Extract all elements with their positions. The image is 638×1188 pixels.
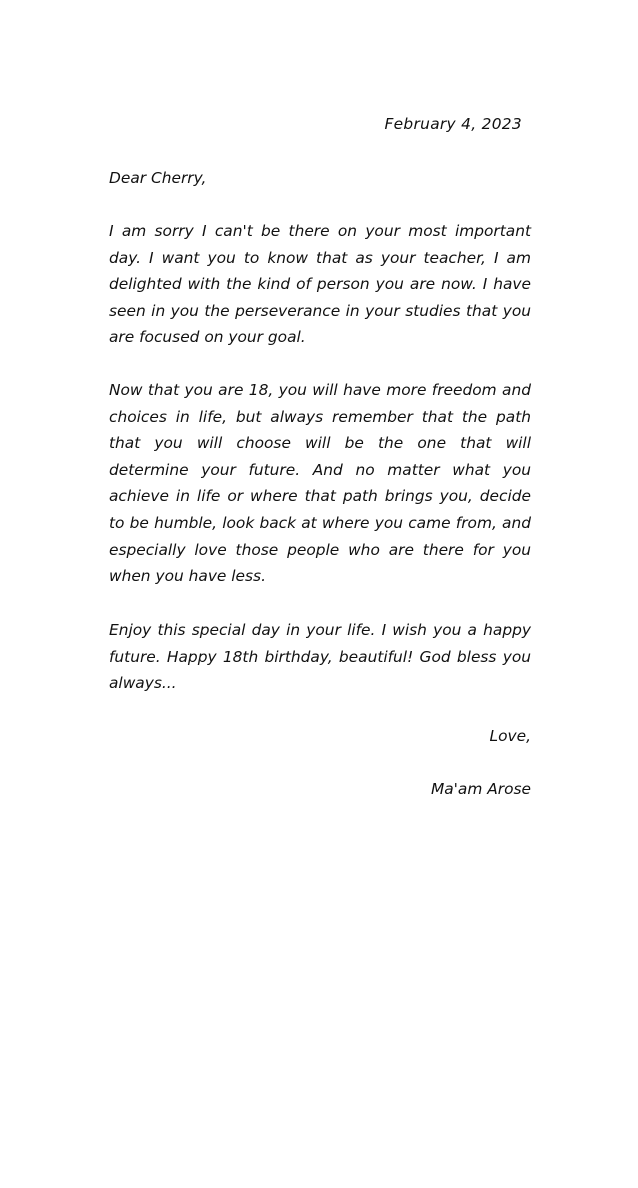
- letter-salutation: Dear Cherry,: [109, 169, 207, 187]
- letter-closing: Love,: [489, 727, 531, 745]
- letter-paragraph-3: Enjoy this special day in your life. I wish you a happy future. Happy 18th birthday, beautiful! God bless you always...: [109, 621, 531, 693]
- letter-signature: Ma'am Arose: [430, 780, 531, 798]
- letter-paragraph-2: Now that you are 18, you will have more freedom and choices in life, but always remember that the path that you will choose will be the one that will determine your future. And no matter what you achieve in life or where that path brings you, decide to be humble, look back at where you came from, and especially love those people who are there for you when you have less.: [109, 381, 531, 586]
- letter-date: February 4, 2023: [384, 115, 522, 133]
- letter-page: [109, 0, 531, 1188]
- letter-paragraph-1: I am sorry I can't be there on your most important day. I want you to know that as your teacher, I am delighted with the kind of person you are now. I have seen in you the perseverance in your studies that you are focused on your goal.: [109, 222, 531, 347]
